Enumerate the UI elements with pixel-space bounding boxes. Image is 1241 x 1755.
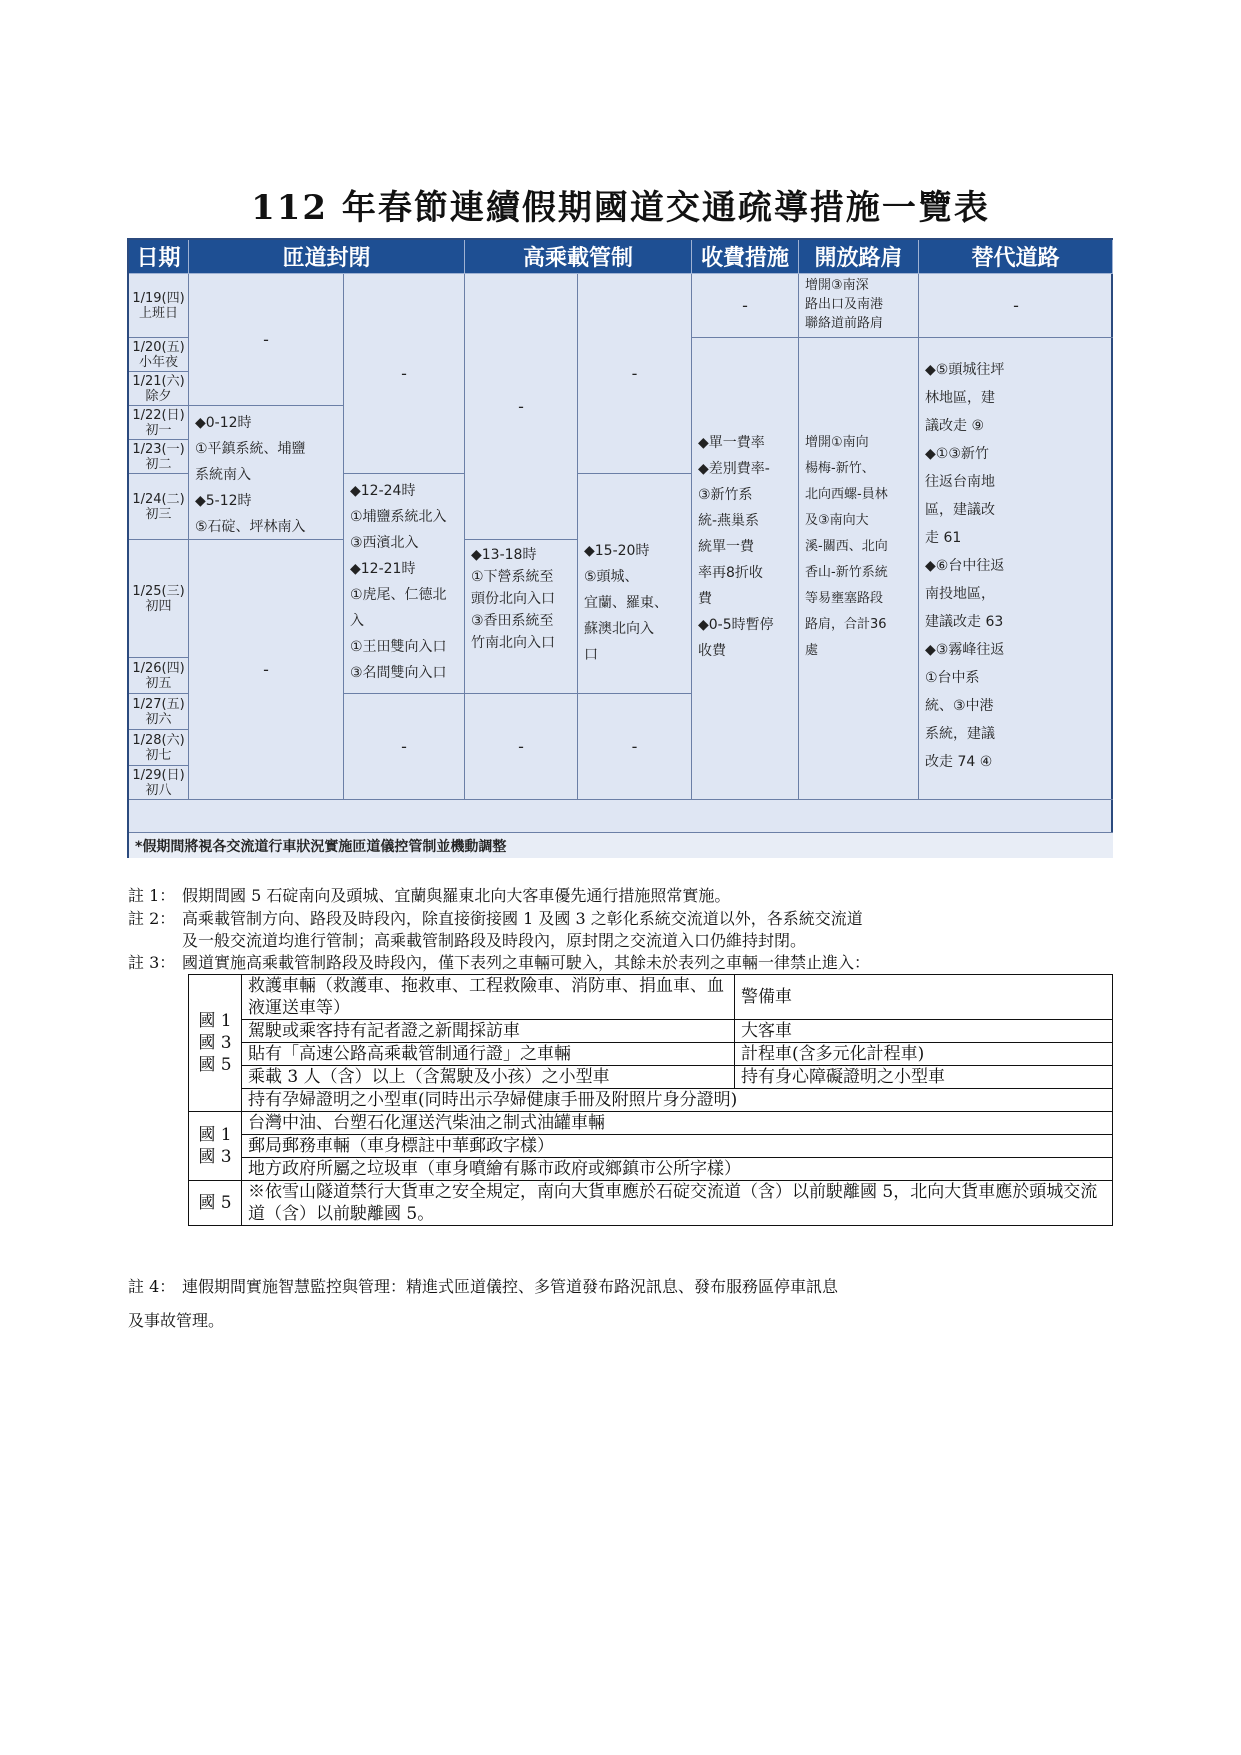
permitted-vehicles-table [188, 974, 1113, 1226]
date-cell: 1/25(三) 初四 [129, 540, 189, 658]
alt-cell: - [919, 274, 1113, 338]
vehicle-item: 計程車(含多元化計程車) [735, 1043, 1113, 1066]
date-cell: 1/21(六) 除夕 [129, 372, 189, 406]
hov-b-cell: - [578, 694, 692, 800]
vehicle-item: 貼有「高速公路高乘載管制通行證」之車輛 [242, 1043, 735, 1066]
date-cell: 1/27(五) 初六 [129, 694, 189, 730]
date-cell: 1/23(一) 初二 [129, 440, 189, 474]
vehicle-item: 大客車 [735, 1020, 1113, 1043]
header-ramp: 匝道封閉 [189, 240, 465, 274]
note-4-cont: 及事故管理。 [128, 1311, 225, 1330]
vehicle-item: 持有身心障礙證明之小型車 [735, 1066, 1113, 1089]
hov-b-cell: ◆15-20時 ⑤頭城、 宜蘭、羅東、 蘇澳北向入 口 [578, 474, 692, 694]
toll-cell: ◆單一費率 ◆差別費率- ③新竹系 統-燕巢系 統單一費 率再8折收 費 ◆0-5時暫停 收費 [692, 338, 799, 800]
vehicle-item: 救護車輛（救護車、拖救車、工程救險車、消防車、捐血車、血液運送車等） [242, 975, 735, 1020]
header-alt: 替代道路 [919, 240, 1113, 274]
date-cell: 1/28(六) 初七 [129, 730, 189, 766]
table-footnote: *假期間將視各交流道行車狀況實施匝道儀控管制並機動調整 [129, 832, 1113, 858]
note-3: 註 3： 國道實施高乘載管制路段及時段內，僅下表列之車輛可駛入，其餘未於表列之車輛一律禁止進入： [128, 953, 871, 972]
date-cell: 1/22(日) 初一 [129, 406, 189, 440]
hov-a-cell: - [465, 274, 578, 540]
vehicle-item: 警備車 [735, 975, 1113, 1020]
ramp-a-cell: - [189, 274, 344, 406]
group-label: 國 1 國 3 [189, 1112, 242, 1181]
note-2: 註 2： 高乘載管制方向、路段及時段內，除直接銜接國 1 及國 3 之彰化系統交流道以外，各系統交流道 [128, 909, 863, 928]
hov-a-cell: - [465, 694, 578, 800]
hov-b-cell: - [578, 274, 692, 474]
header-toll: 收費措施 [692, 240, 799, 274]
ramp-a-cell: - [189, 540, 344, 800]
date-cell: 1/29(日) 初八 [129, 766, 189, 800]
header-hov: 高乘載管制 [465, 240, 692, 274]
alt-cell: ◆⑤頭城往坪 林地區，建 議改走 ⑨ ◆①③新竹 往返台南地 區，建議改 走 61 ◆⑥台中往返 南投地區， 建議改走 63 ◆③霧峰往返 ①台中系 統、③中港 系統，建議 改走 74 ④ [919, 338, 1113, 800]
vehicle-item: ※依雪山隧道禁行大貨車之安全規定，南向大貨車應於石碇交流道（含）以前駛離國 5，北向大貨車應於頭城交流道（含）以前駛離國 5。 [242, 1181, 1113, 1226]
group-label: 國 1 國 3 國 5 [189, 975, 242, 1112]
header-date: 日期 [129, 240, 189, 274]
vehicle-item: 駕駛或乘客持有記者證之新聞採訪車 [242, 1020, 735, 1043]
vehicle-item: 乘載 3 人（含）以上（含駕駛及小孩）之小型車 [242, 1066, 735, 1089]
shoulder-cell: 增開③南深 路出口及南港 聯絡道前路肩 [799, 274, 919, 338]
shoulder-cell: 增開①南向 楊梅-新竹、 北向西螺-員林 及③南向大 溪-關西、北向 香山-新竹系統 等易壅塞路段 路肩，合計36 處 [799, 338, 919, 800]
date-cell: 1/24(二) 初三 [129, 474, 189, 540]
note-1: 註 1： 假期間國 5 石碇南向及頭城、宜蘭與羅東北向大客車優先通行措施照常實施。 [128, 886, 731, 905]
page-title: 112 年春節連續假期國道交通疏導措施一覽表 [251, 188, 990, 228]
note-2-cont: 及一般交流道均進行管制；高乘載管制路段及時段內，原封閉之交流道入口仍維持封閉。 [182, 931, 807, 950]
date-cell: 1/26(四) 初五 [129, 658, 189, 694]
vehicle-item: 台灣中油、台塑石化運送汽柴油之制式油罐車輛 [242, 1112, 1113, 1135]
date-cell: 1/20(五) 小年夜 [129, 338, 189, 372]
ramp-b-cell: - [344, 274, 465, 474]
date-cell: 1/19(四) 上班日 [129, 274, 189, 338]
measures-table [127, 238, 1113, 858]
vehicle-item: 郵局郵務車輛（車身標註中華郵政字樣） [242, 1135, 1113, 1158]
group-label: 國 5 [189, 1181, 242, 1226]
vehicle-item: 地方政府所屬之垃圾車（車身噴繪有縣市政府或鄉鎮市公所字樣） [242, 1158, 1113, 1181]
ramp-b-cell: - [344, 694, 465, 800]
hov-a-cell: ◆13-18時 ①下營系統至 頭份北向入口 ③香田系統至 竹南北向入口 [465, 540, 578, 694]
ramp-b-cell: ◆12-24時 ①埔鹽系統北入 ③西濱北入 ◆12-21時 ①虎尾、仁德北入 ①王田雙向入口 ③名間雙向入口 [344, 474, 465, 694]
note-4: 註 4： 連假期間實施智慧監控與管理：精進式匝道儀控、多管道發布路況訊息、發布服務區停車訊息 [128, 1277, 839, 1296]
toll-cell: - [692, 274, 799, 338]
ramp-a-cell: ◆0-12時 ①平鎮系統、埔鹽 系統南入 ◆5-12時 ⑤石碇、坪林南入 [189, 406, 344, 540]
header-shoulder: 開放路肩 [799, 240, 919, 274]
vehicle-item: 持有孕婦證明之小型車(同時出示孕婦健康手冊及附照片身分證明) [242, 1089, 1113, 1112]
